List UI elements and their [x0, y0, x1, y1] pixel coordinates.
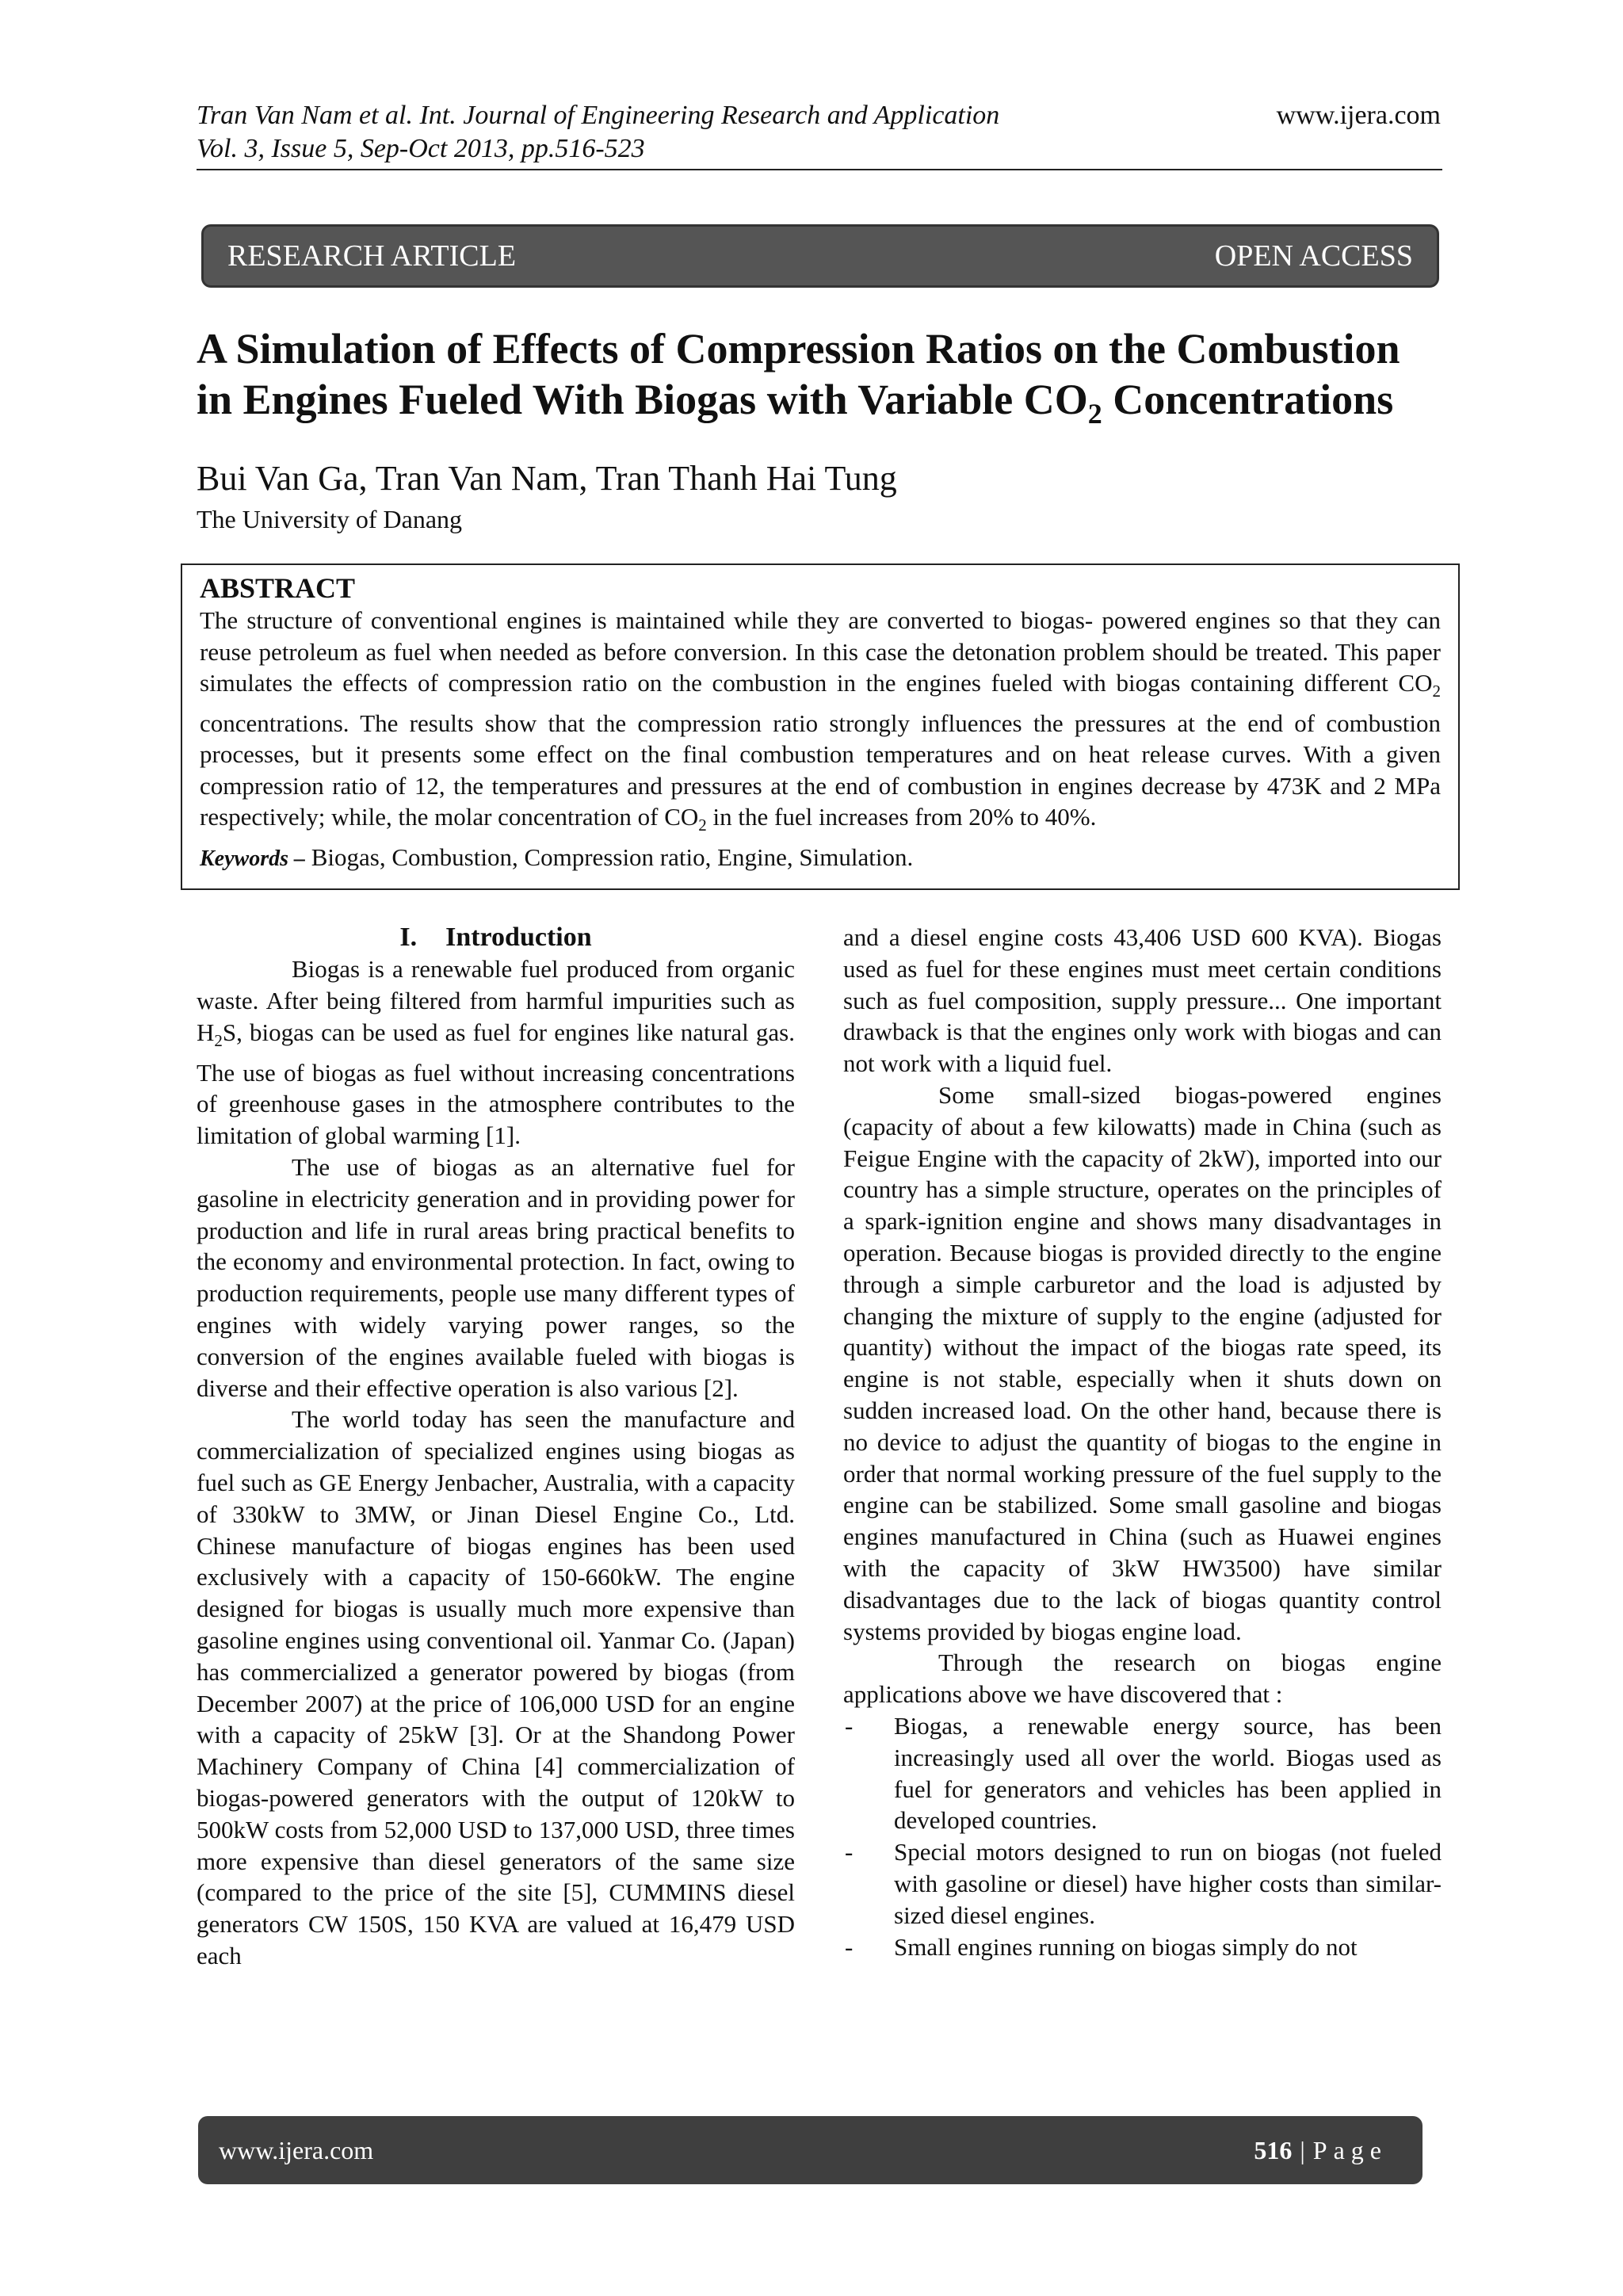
right-column — [843, 922, 1442, 1962]
paper-title — [197, 323, 1465, 439]
page-footer — [198, 2116, 1423, 2184]
journal-citation-line2: Vol. 3, Issue 5, Sep-Oct 2013, pp.516-523 — [197, 134, 645, 163]
keywords-list: Biogas, Combustion, Compression ratio, Engine, Simulation. — [305, 842, 914, 871]
intro-paragraph-1: Biogas is a renewable fuel produced from organic waste. After being filtered from harmful impurities such as $H_2S$, biogas can be used as fuel for engines like natural gas. The use of biogas as fuel without increasing concentrations of greenhouse gases in the atmosphere contributes to the limitation of global warming [1]. — [197, 955, 795, 1150]
intro-paragraph-continued: and a diesel engine costs 43,406 USD 600 KVA). Biogas used as fuel for these engines must meet certain conditions such as fuel composition, supply pressure... One important drawback is that the engines only work with biogas and can not work with a liquid fuel. — [843, 923, 1442, 1078]
affiliation: The University of Danang — [197, 505, 463, 533]
list-item: - Biogas, a renewable energy source, has been increasingly used all over the world. Biogas used as fuel for generators and vehicles has been applied in developed countries. — [845, 1711, 1442, 1835]
intro-paragraph-4: Some small-sized biogas-powered engines (capacity of about a few kilowatts) made in China (such as Feigue Engine with the capacity of 2kW), imported into our country has a simple structure, operates on the principles of a spark-ignition engine and shows many disadvantages in operation. Because biogas is provided directly to the engine through a simple carburetor and the load is adjusted by changing the mixture of supply to the engine (adjusted for quantity) without the impact of the biogas rate speed, its engine is not stable, especially when it shuts down on sudden increased load. On the other hand, because there is no device to adjust the quantity of biogas to the engine in order that normal working pressure of the fuel supply to the engine can be stabilized. Some small gasoline and biogas engines manufactured in China (such as Huawei engines with the capacity of 3kW HW3500) have similar disadvantages due to the lack of biogas quantity control systems provided by biogas engine load. — [843, 1080, 1442, 1645]
journal-citation-line1: Tran Van Nam et al. Int. Journal of Engineering Research and Application — [197, 101, 1000, 130]
list-item: - Special motors designed to run on biogas (not fueled with gasoline or diesel) have higher costs than similar-sized diesel engines. — [845, 1838, 1442, 1929]
research-article-label: RESEARCH ARTICLE — [227, 239, 517, 273]
abstract-box — [181, 563, 1460, 890]
section-heading-introduction: I. Introduction — [399, 923, 592, 952]
journal-website[interactable]: www.ijera.com — [1276, 101, 1441, 130]
list-item: - Small engines running on biogas simply do not — [845, 1932, 1358, 1961]
article-type-banner — [201, 224, 1439, 288]
author-list: Bui Van Ga, Tran Van Nam, Tran Thanh Hai Tung — [197, 459, 897, 498]
title-line-1: A Simulation of Effects of Compression Ratios on the Combustion — [197, 325, 1400, 372]
title-line-2: in Engines Fueled With Biogas with Variable $CO_2$ Concentrations — [197, 376, 1394, 430]
header-divider — [197, 169, 1442, 170]
abstract-heading: ABSTRACT — [200, 572, 356, 604]
keywords — [200, 842, 1441, 875]
footer-website[interactable]: www.ijera.com — [219, 2135, 374, 2164]
intro-paragraph-3: The world today has seen the manufacture and commercialization of specialized engines using biogas as fuel such as GE Energy Jenbacher, Australia, with a capacity of 330kW to 3MW, or Jinan Diesel Engine Co., Ltd. Chinese manufacture of biogas engines has been used exclusively with a capacity of 150-660kW. The engine designed for biogas is usually much more expensive than gasoline engines using conventional oil. Yanmar Co. (Japan) has commercialized a generator powered by biogas (from December 2007) at the price of 106,000 USD for an engine with a capacity of 25kW [3]. Or at the Shandong Power Machinery Company of China [4] commercialization of biogas-powered generators with the output of 120kW to 500kW costs from 52,000 USD to 137,000 USD, three times more expensive than diesel generators of the same size (compared to the price of the site [5], CUMMINS diesel generators CW 150S, 150 KVA are valued at 16,479 USD each — [197, 1405, 795, 1969]
intro-paragraph-2: The use of biogas as an alternative fuel for gasoline in electricity generation and in providing power for production and life in rural areas bring practical benefits to the economy and environmental protection. In fact, owing to production requirements, people use many different types of engines with widely varying power ranges, so the conversion of the engines available fueled with biogas is diverse and their effective operation is also various [2]. — [197, 1152, 795, 1402]
intro-paragraph-5: Through the research on biogas engine applications above we have discovered that : — [843, 1648, 1442, 1709]
abstract-text: The structure of conventional engines is maintained while they are converted to biogas- powered engines so that they can reuse petroleum as fuel when needed as before conversion. In this case the detonation problem should be treated. This paper simulates the effects of compression ratio on the combustion in the engines fueled with biogas containing different $CO_2$ concentrations. The results show that the compression ratio strongly influences the pressures at the end of combustion processes, but it presents some effect on the final combustion temperatures and on heat release curves. With a given compression ratio of 12, the temperatures and pressures at the end of combustion in engines decrease by 473K and 2 MPa respectively; while, the molar concentration of $CO_2$ in the fuel increases from 20% to 40%. — [200, 606, 1441, 835]
left-column — [197, 922, 795, 1972]
page-number: 516 | Page — [1254, 2135, 1388, 2164]
open-access-label: OPEN ACCESS — [1214, 239, 1413, 273]
keywords-label: Keywords – — [200, 846, 305, 871]
